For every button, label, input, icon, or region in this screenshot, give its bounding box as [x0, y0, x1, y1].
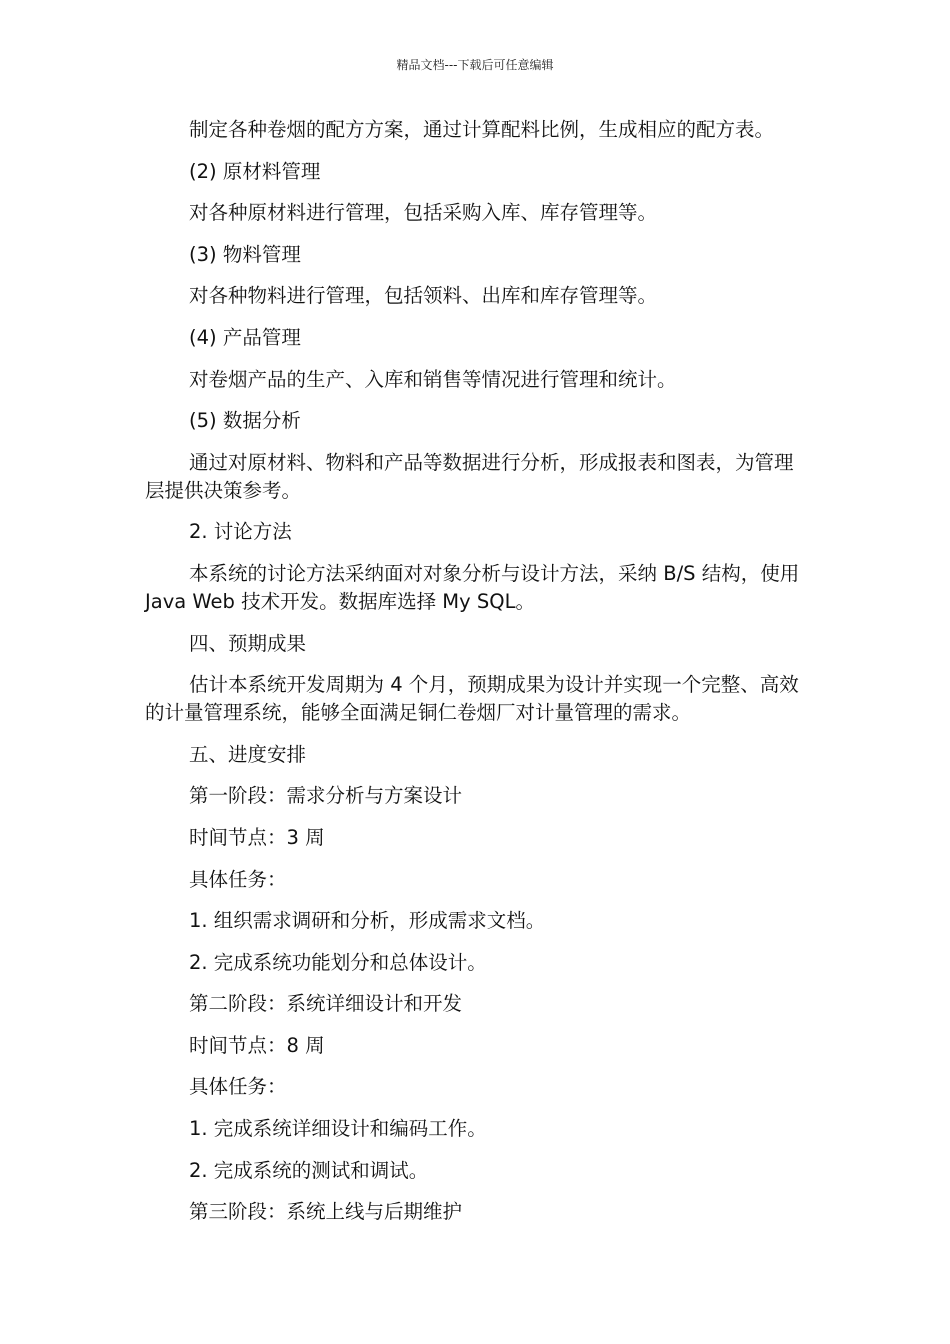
- heading-product-management: (4) 产品管理: [189, 325, 301, 349]
- heading-schedule: 五、进度安排: [189, 742, 307, 766]
- stage-two-timeline: 时间节点：8 周: [189, 1033, 325, 1057]
- stage-two-title: 第二阶段：系统详细设计和开发: [189, 992, 463, 1016]
- stage-one-title: 第一阶段：需求分析与方案设计: [189, 784, 463, 808]
- heading-raw-material-management: (2) 原材料管理: [189, 159, 321, 183]
- paragraph-data-analysis: 通过对原材料、物料和产品等数据进行分析，形成报表和图表，为管理层提供决策参考。: [145, 450, 794, 502]
- stage-one-tasks-label: 具体任务：: [189, 867, 287, 891]
- heading-expected-results: 四、预期成果: [189, 631, 307, 655]
- stage-one-timeline: 时间节点：3 周: [189, 825, 325, 849]
- stage-one-task-2: 2. 完成系统功能划分和总体设计。: [189, 950, 487, 974]
- stage-two-tasks-label: 具体任务：: [189, 1075, 287, 1099]
- paragraph-discussion-method: 本系统的讨论方法采纳面对对象分析与设计方法，采纳 B/S 结构，使用 Java Web 技术开发。数据库选择 My SQL。: [145, 561, 800, 613]
- stage-two-task-1: 1. 完成系统详细设计和编码工作。: [189, 1117, 487, 1141]
- stage-two-task-2: 2. 完成系统的测试和调试。: [189, 1158, 429, 1182]
- paragraph-material-management: 对各种物料进行管理，包括领料、出库和库存管理等。: [189, 284, 658, 308]
- heading-material-management: (3) 物料管理: [189, 242, 301, 266]
- stage-three-title: 第三阶段：系统上线与后期维护: [189, 1200, 463, 1224]
- stage-one-task-1: 1. 组织需求调研和分析，形成需求文档。: [189, 909, 546, 933]
- document-body: [145, 116, 810, 1240]
- heading-discussion-method: 2. 讨论方法: [189, 520, 292, 544]
- paragraph-raw-material-management: 对各种原材料进行管理，包括采购入库、库存管理等。: [189, 201, 658, 225]
- paragraph-product-management: 对卷烟产品的生产、入库和销售等情况进行管理和统计。: [189, 367, 677, 391]
- heading-data-analysis: (5) 数据分析: [189, 409, 301, 433]
- page-header: 精品文档---下载后可任意编辑: [396, 58, 554, 72]
- paragraph-formula-design: 制定各种卷烟的配方方案，通过计算配料比例，生成相应的配方表。: [189, 118, 775, 141]
- paragraph-expected-results: 估计本系统开发周期为 4 个月，预期成果为设计并实现一个完整、高效的计量管理系统，能够全面满足铜仁卷烟厂对计量管理的需求。: [145, 673, 799, 725]
